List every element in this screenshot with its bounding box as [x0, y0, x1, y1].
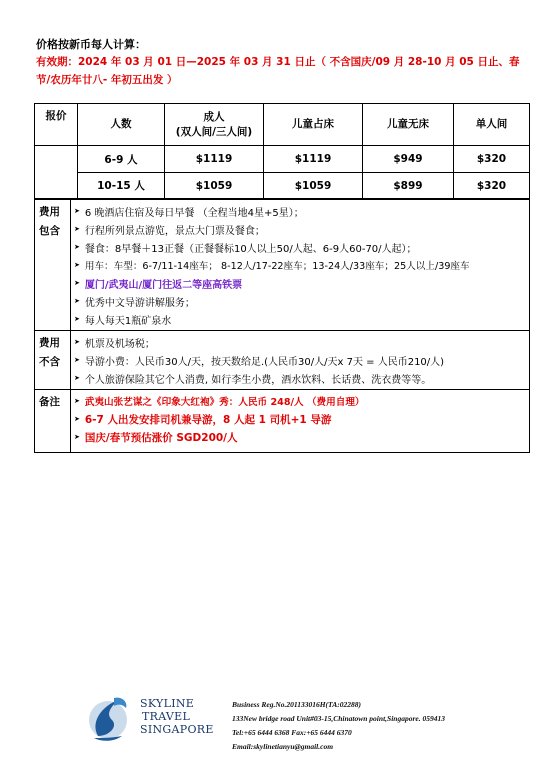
- cell-single: $320: [454, 173, 530, 199]
- table-row: [35, 173, 530, 199]
- includes-label-line1: 费用: [39, 206, 60, 218]
- brand-line-2: TRAVEL: [142, 710, 191, 723]
- includes-section: [35, 200, 529, 331]
- includes-list: [71, 200, 529, 330]
- cell-adult: $1119: [165, 146, 264, 173]
- item-text: 行程所列景点游览，景点大门票及餐食；: [84, 225, 265, 237]
- list-item: [74, 369, 529, 387]
- item-text: 国庆/春节预估涨价 SGD200/人: [84, 431, 238, 444]
- cell-single: $320: [454, 146, 530, 173]
- item-text: 导游小费：人民币30人/天，按天数给足.(人民币30/人/天x 7天 = 人民币210/人): [84, 356, 445, 368]
- excludes-label: [35, 331, 71, 389]
- arrow-icon: ➤: [74, 433, 80, 441]
- brand-line-1: SKYLINE: [140, 697, 195, 710]
- header-adult-line1: 成人: [203, 110, 225, 123]
- price-table-header: [35, 104, 530, 146]
- cell-child-nobed: $899: [363, 173, 454, 199]
- item-text: 每人每天1瓶矿泉水: [84, 315, 172, 327]
- excludes-label-line2: 不含: [39, 356, 60, 368]
- list-item: [74, 392, 529, 410]
- list-item: [74, 351, 529, 369]
- includes-label-line2: 包含: [39, 225, 60, 237]
- arrow-icon: ➤: [74, 261, 80, 269]
- list-item: [74, 428, 529, 446]
- header-child-bed: 儿童占床: [264, 104, 363, 146]
- notes-section: [35, 390, 529, 452]
- header-single: 单人间: [454, 104, 530, 146]
- notes-list: [71, 390, 529, 452]
- list-item: [74, 410, 529, 428]
- contact-block: [232, 698, 445, 754]
- table-row: [35, 146, 530, 173]
- item-text: 餐食：8早餐＋13正餐（正餐餐标10人以上50/人起、6-9人60-70/人起）；: [84, 243, 417, 255]
- brand-line-3: SINGAPORE: [140, 723, 214, 736]
- item-text: 厦门/武夷山/厦门往返二等座高铁票: [84, 279, 243, 291]
- arrow-icon: ➤: [74, 415, 80, 423]
- cell-child-nobed: $949: [363, 146, 454, 173]
- list-item: [74, 256, 529, 274]
- cell-child-bed: $1119: [264, 146, 363, 173]
- arrow-icon: ➤: [74, 225, 80, 233]
- header-adult-line2: (双人间/三人间): [175, 125, 253, 138]
- includes-label: [35, 200, 71, 330]
- skyline-logo-icon: [88, 692, 132, 744]
- business-reg: Business Reg.No.201133016H(TA:02288): [232, 700, 361, 709]
- quote-cell: [35, 146, 78, 199]
- item-text: 个人旅游保险其它个人消费, 如行李生小费，酒水饮料、长话费、洗衣费等等。: [84, 374, 432, 386]
- arrow-icon: ➤: [74, 397, 80, 405]
- header-quote: 报价: [35, 104, 78, 146]
- arrow-icon: ➤: [74, 297, 80, 305]
- list-item: [74, 310, 529, 328]
- notes-label: 备注: [35, 390, 71, 452]
- cell-adult: $1059: [165, 173, 264, 199]
- price-heading: 价格按新币每人计算：: [36, 38, 146, 51]
- list-item: [74, 274, 529, 292]
- excludes-section: [35, 331, 529, 390]
- brand-name: [140, 697, 214, 736]
- list-item: [74, 333, 529, 351]
- item-text: 机票及机场税；: [84, 338, 155, 350]
- arrow-icon: ➤: [74, 243, 80, 251]
- tel-fax: Tel:+65 6444 6368 Fax:+65 6444 6370: [232, 728, 352, 737]
- arrow-icon: ➤: [74, 207, 80, 215]
- excludes-label-line1: 费用: [39, 337, 60, 349]
- item-text: 用车：车型：6-7/11-14座车； 8-12人/17-22座车；13-24人/33座车；25人以上/39座车: [84, 261, 470, 272]
- cell-pax: 6-9 人: [78, 146, 165, 173]
- header-adult: [165, 104, 264, 146]
- details-frame: [34, 199, 530, 453]
- header-pax: 人数: [78, 104, 165, 146]
- arrow-icon: ➤: [74, 338, 80, 346]
- arrow-icon: ➤: [74, 279, 80, 287]
- price-table: [34, 103, 530, 199]
- cell-child-bed: $1059: [264, 173, 363, 199]
- arrow-icon: ➤: [74, 315, 80, 323]
- arrow-icon: ➤: [74, 356, 80, 364]
- list-item: [74, 202, 529, 220]
- item-text: 优秀中文导游讲解服务；: [84, 297, 195, 309]
- list-item: [74, 238, 529, 256]
- address: 133New bridge road Unit#03-15,Chinatown point,Singapore. 059413: [232, 714, 445, 723]
- cell-pax: 10-15 人: [78, 173, 165, 199]
- item-text: 6 晚酒店住宿及每日早餐 （全程当地4星+5星）；: [84, 207, 304, 219]
- list-item: [74, 220, 529, 238]
- excludes-list: [71, 331, 529, 389]
- arrow-icon: ➤: [74, 374, 80, 382]
- item-text: 武夷山张艺谋之《印象大红袍》秀：人民币 248/人 （费用自理）: [84, 397, 365, 408]
- email: Email:skylinetianyu@gmail.com: [232, 742, 334, 751]
- header-child-nobed: 儿童无床: [363, 104, 454, 146]
- item-text: 6-7 人出发安排司机兼导游，8 人起 1 司机+1 导游: [84, 413, 332, 426]
- list-item: [74, 292, 529, 310]
- validity-text: 有效期：2024 年 03 月 01 日—2025 年 03 月 31 日止（ 不含国庆/09 月 28-10 月 05 日止、春节/农历年廿八- 年初五出发 ）: [36, 56, 520, 86]
